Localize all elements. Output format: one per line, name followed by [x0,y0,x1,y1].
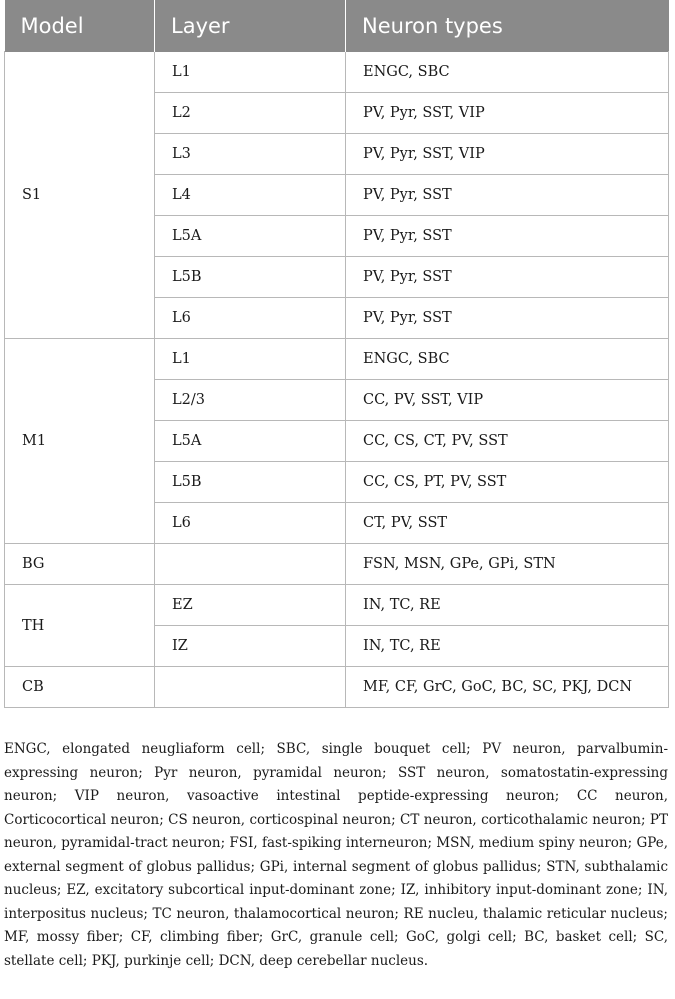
neuron-types-cell: MF, CF, GrC, GoC, BC, SC, PKJ, DCN [346,667,669,708]
table-row [5,585,669,626]
model-cell: TH [5,585,155,667]
layer-cell: L1 [155,52,346,93]
table-header-row [5,0,669,52]
model-cell: CB [5,667,155,708]
neuron-types-cell: PV, Pyr, SST [346,216,669,257]
neuron-types-cell: FSN, MSN, GPe, GPi, STN [346,544,669,585]
neuron-types-cell: CT, PV, SST [346,503,669,544]
layer-cell: L2/3 [155,380,346,421]
layer-cell [155,667,346,708]
model-cell: S1 [5,52,155,339]
neuron-types-cell: PV, Pyr, SST [346,298,669,339]
table-row [5,667,669,708]
neuron-types-cell: PV, Pyr, SST [346,257,669,298]
neuron-types-cell: IN, TC, RE [346,626,669,667]
table-body [5,52,669,708]
layer-cell: L5A [155,421,346,462]
neuron-types-cell: ENGC, SBC [346,52,669,93]
layer-cell: L5B [155,257,346,298]
neuron-types-cell: CC, PV, SST, VIP [346,380,669,421]
neuron-types-cell: IN, TC, RE [346,585,669,626]
neuron-types-cell: ENGC, SBC [346,339,669,380]
model-cell: BG [5,544,155,585]
neuron-types-cell: PV, Pyr, SST, VIP [346,93,669,134]
neuron-types-table [4,0,669,708]
table-row [5,52,669,93]
layer-cell: L6 [155,503,346,544]
neuron-types-cell: PV, Pyr, SST, VIP [346,134,669,175]
column-header-neuron-types: Neuron types [346,0,669,52]
layer-cell: L6 [155,298,346,339]
layer-cell [155,544,346,585]
layer-cell: L3 [155,134,346,175]
layer-cell: L4 [155,175,346,216]
layer-cell: EZ [155,585,346,626]
table-row [5,544,669,585]
column-header-model: Model [5,0,155,52]
layer-cell: L5A [155,216,346,257]
layer-cell: L5B [155,462,346,503]
neuron-types-cell: PV, Pyr, SST [346,175,669,216]
column-header-layer: Layer [155,0,346,52]
neuron-types-cell: CC, CS, CT, PV, SST [346,421,669,462]
model-cell: M1 [5,339,155,544]
layer-cell: L1 [155,339,346,380]
table-row [5,339,669,380]
neuron-types-cell: CC, CS, PT, PV, SST [346,462,669,503]
table-container [4,0,668,708]
layer-cell: L2 [155,93,346,134]
table-footnote: ENGC, elongated neugliaform cell; SBC, single bouquet cell; PV neuron, parvalbumin-expressing neuron; Pyr neuron, pyramidal neuron; SST neuron, somatostatin-expressing neuron; VIP neuron, vasoactive intestinal peptide-expressing neuron; CC neuron, Corticocortical neuron; CS neuron, corticospinal neuron; CT neuron, corticothalamic neuron; PT neuron, pyramidal-tract neuron; FSI, fast-spiking interneuron; MSN, medium spiny neuron; GPe, external segment of globus pallidus; GPi, internal segment of globus pallidus; STN, subthalamic nucleus; EZ, excitatory subcortical input-dominant zone; IZ, inhibitory input-dominant zone; IN, interpositus nucleus; TC neuron, thalamocortical neuron; RE nucleu, thalamic reticular nucleus; MF, mossy fiber; CF, climbing fiber; GrC, granule cell; GoC, golgi cell; BC, basket cell; SC, stellate cell; PKJ, purkinje cell; DCN, deep cerebellar nucleus. [4,741,668,969]
layer-cell: IZ [155,626,346,667]
